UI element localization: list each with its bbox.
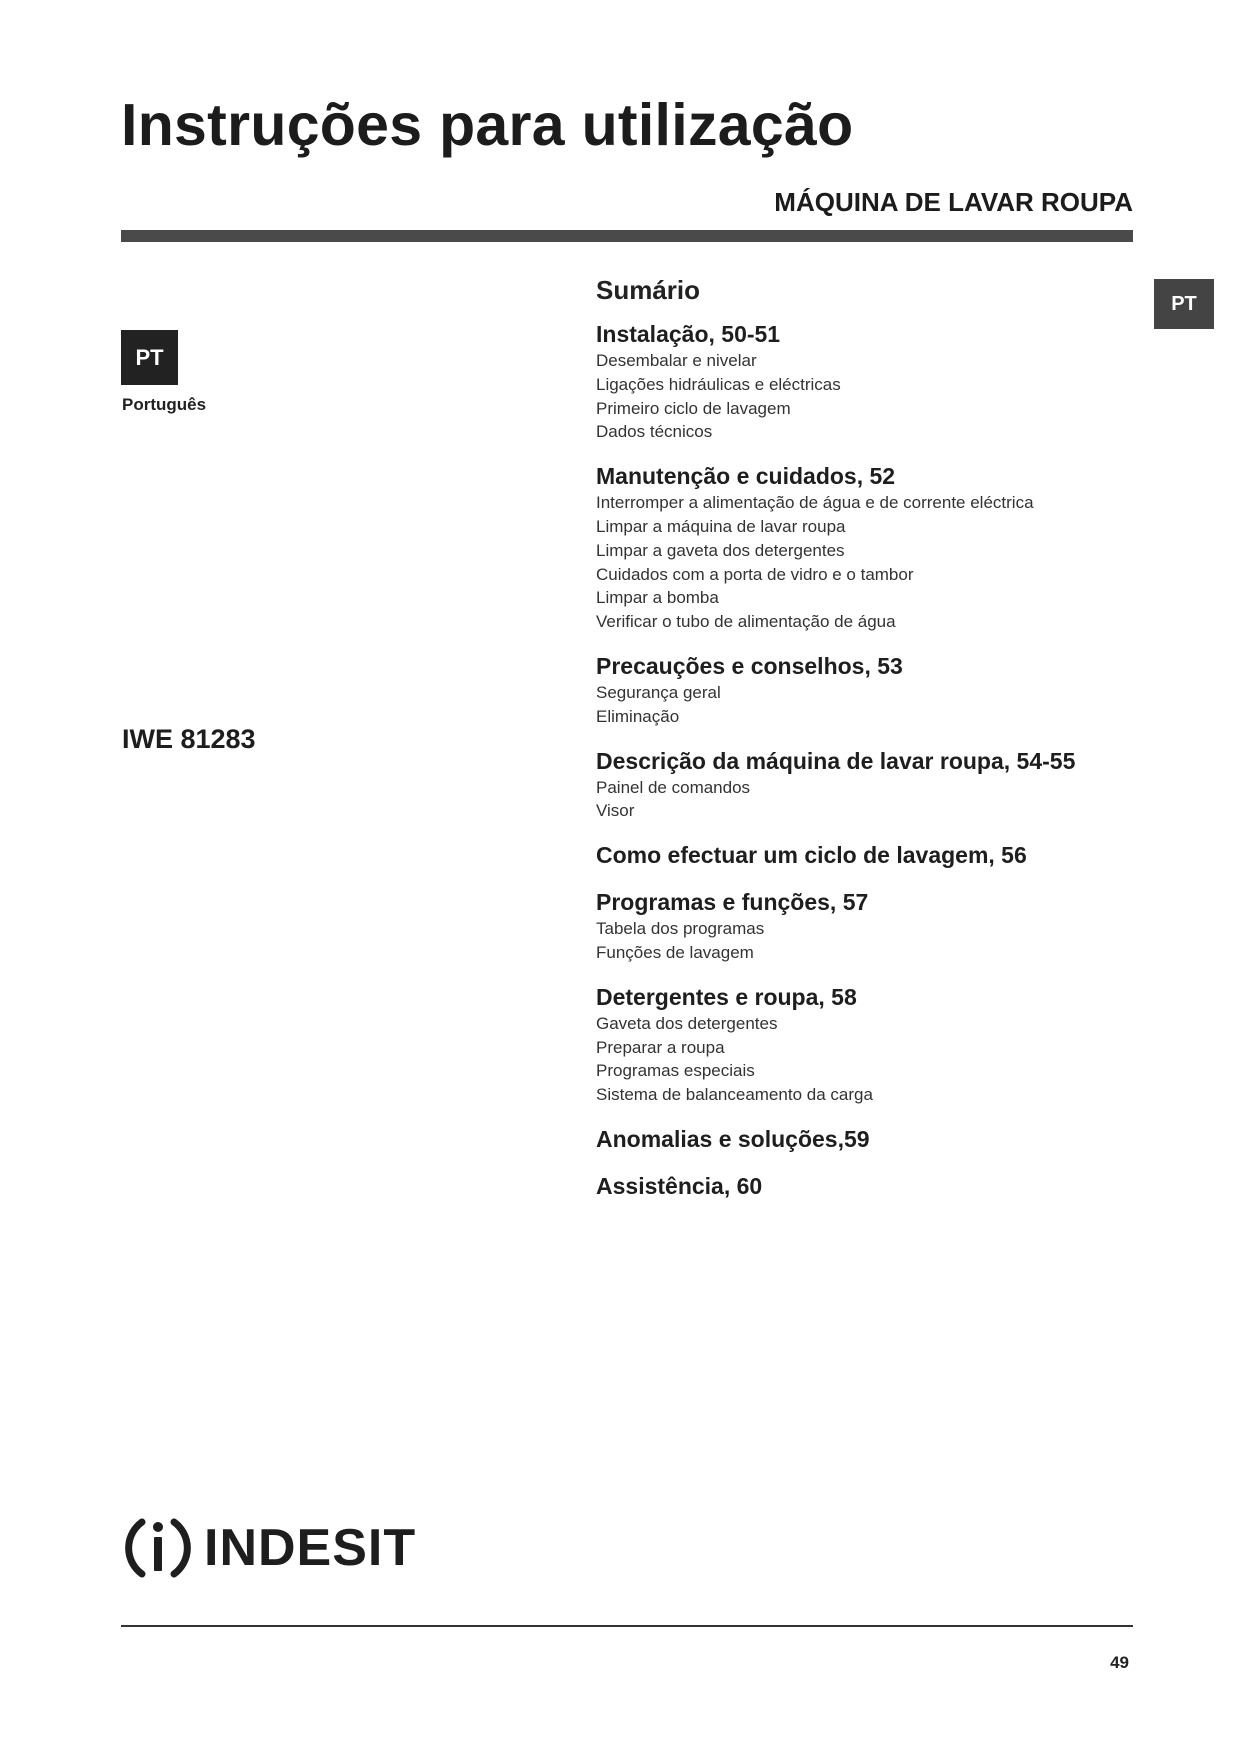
toc-item: Painel de comandos [596, 777, 751, 797]
toc-section-title: Precauções e conselhos, 53 [596, 652, 903, 679]
info-circle-icon [120, 1510, 196, 1586]
brand-logo [120, 1508, 416, 1588]
toc-heading: Sumário [596, 275, 701, 305]
toc-item: Tabela dos programas [596, 919, 765, 939]
toc-section-title: Como efectuar um ciclo de lavagem, 56 [596, 842, 1027, 869]
page-number: 49 [1110, 1653, 1129, 1672]
toc-item: Dados técnicos [596, 422, 713, 442]
toc-section-assistance [596, 1171, 1156, 1201]
toc-section-troubleshooting [596, 1124, 1156, 1154]
toc-section-title: Instalação, 50-51 [596, 321, 781, 347]
toc-section-installation [596, 319, 1156, 444]
toc-section-title: Anomalias e soluções,59 [596, 1125, 870, 1152]
toc-item: Limpar a gaveta dos detergentes [596, 540, 845, 560]
toc-item: Primeiro ciclo de lavagem [596, 398, 791, 418]
toc-item: Programas especiais [596, 1061, 755, 1081]
toc-item: Gaveta dos detergentes [596, 1013, 778, 1033]
footer-divider [121, 1625, 1133, 1627]
toc-item: Limpar a bomba [596, 588, 719, 608]
brand-name: INDESIT [204, 1519, 417, 1577]
toc-item: Verificar o tubo de alimentação de água [596, 612, 896, 632]
toc-item: Sistema de balanceamento da carga [596, 1085, 873, 1105]
toc-item: Limpar a máquina de lavar roupa [596, 516, 846, 536]
header-divider-bar [121, 230, 1133, 242]
language-badge: PT [121, 330, 178, 385]
toc-item: Funções de lavagem [596, 942, 754, 962]
toc-item: Segurança geral [596, 682, 721, 702]
model-number: IWE 81283 [122, 724, 256, 754]
side-language-tab: PT [1154, 279, 1214, 329]
toc-section-description [596, 746, 1156, 824]
toc-section-title: Programas e funções, 57 [596, 889, 869, 916]
toc-item: Visor [596, 801, 635, 821]
toc-section-title: Detergentes e roupa, 58 [596, 983, 857, 1010]
toc-section-title: Descrição da máquina de lavar roupa, 54-55 [596, 747, 1076, 774]
toc-item: Ligações hidráulicas e eléctricas [596, 374, 841, 394]
toc-item: Eliminação [596, 706, 680, 726]
toc-section-detergents [596, 982, 1156, 1107]
toc-section-maintenance [596, 461, 1156, 634]
document-subtitle: MÁQUINA DE LAVAR ROUPA [774, 187, 1133, 217]
toc-item: Interromper a alimentação de água e de corrente eléctrica [596, 493, 1034, 513]
language-name: Português [122, 395, 207, 414]
toc-section-title: Manutenção e cuidados, 52 [596, 463, 896, 490]
toc-section-title: Assistência, 60 [596, 1172, 763, 1199]
toc-item: Cuidados com a porta de vidro e o tambor [596, 564, 914, 584]
document-title: Instruções para utilização [121, 92, 854, 158]
toc-section-wash-cycle [596, 840, 1156, 870]
table-of-contents [596, 273, 1156, 1218]
toc-item: Preparar a roupa [596, 1037, 725, 1057]
toc-item: Desembalar e nivelar [596, 351, 757, 370]
toc-section-programs [596, 887, 1156, 965]
toc-section-precautions [596, 651, 1156, 729]
